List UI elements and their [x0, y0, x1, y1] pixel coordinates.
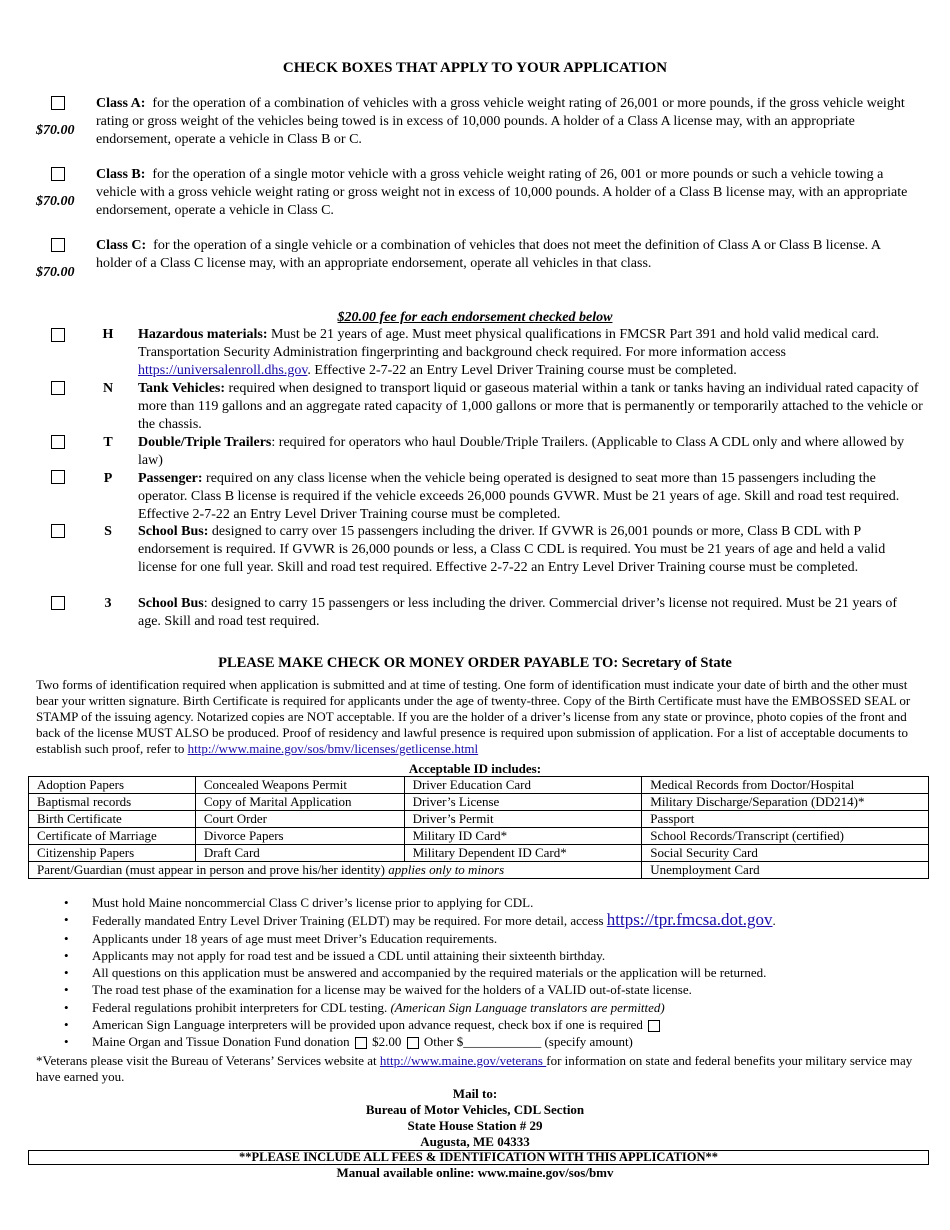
table-cell: Concealed Weapons Permit [195, 777, 404, 794]
endorsement-t-description [138, 434, 923, 470]
bullet-icon: • [64, 982, 69, 998]
veterans-text: *Veterans please visit the Bureau of Veterans’ Services website at [36, 1053, 380, 1068]
endorsement-h-text-end: . Effective 2-7-22 an Entry Level Driver Training course must be completed. [307, 363, 737, 378]
acceptable-id-heading: Acceptable ID includes: [408, 761, 542, 776]
class-c-description [96, 237, 918, 273]
endorsement-p-description [138, 470, 923, 524]
endorsement-n-checkbox[interactable] [51, 381, 65, 395]
list-item-text: Federally mandated Entry Level Driver Training (ELDT) may be required. For more detail, access [92, 913, 607, 929]
bullet-icon: • [64, 999, 69, 1015]
table-cell: Military Dependent ID Card* [404, 845, 642, 862]
table-cell: School Records/Transcript (certified) [642, 828, 929, 845]
mail-address-line-1: Bureau of Motor Vehicles, CDL Section [365, 1102, 585, 1117]
class-a-fee: $70.00 [36, 123, 75, 138]
endorsement-h-checkbox[interactable] [51, 328, 65, 342]
id-requirements-paragraph [36, 677, 924, 757]
class-b-fee: $70.00 [36, 194, 75, 209]
list-item [36, 894, 924, 911]
donation-other-label: Other $____________ (specify amount) [420, 1034, 633, 1050]
endorsement-h-code: H [102, 327, 114, 342]
fmcsa-link[interactable]: https://tpr.fmcsa.dot.gov [606, 910, 773, 930]
veterans-link[interactable]: http://www.maine.gov/veterans [379, 1053, 547, 1068]
table-cell: Military Discharge/Separation (DD214)* [642, 794, 929, 811]
endorsement-n-label: Tank Vehicles: [138, 381, 226, 396]
list-item-text: Maine Organ and Tissue Donation Fund donation [92, 1034, 353, 1050]
endorsement-t-label: Double/Triple Trailers [138, 435, 272, 450]
bullet-icon: • [64, 930, 69, 946]
requirements-list [36, 894, 924, 1051]
table-cell: Driver Education Card [404, 777, 642, 794]
list-item [36, 911, 924, 929]
class-b-checkbox[interactable] [51, 167, 65, 181]
list-item-text: Must hold Maine noncommercial Class C driver’s license prior to applying for CDL. [92, 895, 534, 910]
table-cell: Social Security Card [642, 845, 929, 862]
endorsement-t-code: T [103, 435, 113, 450]
table-cell-parent-guardian [29, 862, 642, 879]
list-item [36, 964, 924, 981]
bullet-icon: • [64, 895, 69, 910]
table-cell: Driver’s License [404, 794, 642, 811]
bullet-icon: • [64, 912, 69, 928]
list-item [36, 999, 924, 1016]
endorsement-p-code: P [103, 471, 113, 486]
table-cell: Driver’s Permit [404, 811, 642, 828]
donation-other-checkbox[interactable] [407, 1037, 419, 1049]
class-c-checkbox[interactable] [51, 238, 65, 252]
interpreter-checkbox[interactable] [648, 1020, 660, 1032]
donation-amount-label: $2.00 [368, 1034, 405, 1050]
list-item [36, 930, 924, 947]
bullet-icon: • [64, 1017, 69, 1033]
table-cell: Draft Card [195, 845, 404, 862]
class-a-checkbox[interactable] [51, 96, 65, 110]
endorsement-h-description [138, 326, 923, 380]
table-row [29, 845, 929, 862]
parent-guardian-text: Parent/Guardian (must appear in person and prove his/her identity) [37, 862, 389, 877]
table-row [29, 828, 929, 845]
endorsement-p-checkbox[interactable] [51, 470, 65, 484]
list-item-text: American Sign Language interpreters will be provided upon advance request, check box if one is required [92, 1017, 647, 1033]
endorsement-3-checkbox[interactable] [51, 596, 65, 610]
endorsement-t-checkbox[interactable] [51, 435, 65, 449]
endorsement-h-label: Hazardous materials: [138, 327, 268, 342]
bullet-icon: • [64, 947, 69, 963]
list-item-note: (American Sign Language translators are permitted) [390, 999, 665, 1015]
list-item [36, 1033, 924, 1050]
table-cell: Adoption Papers [29, 777, 196, 794]
table-cell: Military ID Card* [404, 828, 642, 845]
class-c-text: for the operation of a single vehicle or a combination of vehicles that does not meet the definition of Class A or Class B license. A holder of a Class C license may, with an appropriate endorsement, operate all vehicles in that class. [96, 238, 881, 271]
endorsement-n-text: required when designed to transport liquid or gaseous material within a tank or tanks having an individual rated capacity of more than 119 gallons and an aggregate rated capacity of 1,000 gallons or more that is permanently or temporarily attached to the vehicle or the chassis. [138, 381, 923, 432]
table-row [29, 811, 929, 828]
endorsement-s-label: School Bus: [138, 524, 209, 539]
list-item-text: All questions on this application must be answered and accompanied by the required materials or the application will be returned. [92, 965, 767, 981]
class-a-text: for the operation of a combination of vehicles with a gross vehicle weight rating of 26,001 or more pounds, if the gross vehicle weight rating or gross weight of the vehicles being towed is in excess of 10,000 pounds. A holder of a Class A license may, with an appropriate endorsement, operate a vehicle in Class B or C. [96, 96, 905, 147]
table-cell: Court Order [195, 811, 404, 828]
table-cell: Baptismal records [29, 794, 196, 811]
donation-2-checkbox[interactable] [355, 1037, 367, 1049]
list-item [36, 947, 924, 964]
endorsement-3-description [138, 595, 923, 631]
acceptable-id-table [28, 776, 929, 879]
table-row [29, 794, 929, 811]
page-title: CHECK BOXES THAT APPLY TO YOUR APPLICATION [282, 60, 668, 76]
veterans-text-end: for information on state and federal benefits your military service may have earned you. [36, 1053, 913, 1084]
class-c-label: Class C: [96, 238, 147, 253]
list-item [36, 1016, 924, 1033]
mail-address-line-2: State House Station # 29 [407, 1118, 543, 1133]
id-requirements-text: Two forms of identification required when application is submitted and at time of testing. One form of identification must indicate your date of birth and the other must bear your written signature. Birth Certificate is required for applicants under the age of twenty-three. Copy of the Birth Certificate must have the EMBOSSED SEAL or STAMP of the issuing agency. Notarized copies are NOT acceptable. If you are the holder of a driver’s license from any state or province, photo copies of the front and back of the license MUST ALSO be produced. Proof of residency and lawful presence is required upon submission of application. For a list of acceptable documents to establish such proof, refer to [36, 677, 911, 756]
table-cell: Copy of Marital Application [195, 794, 404, 811]
bullet-icon: • [64, 965, 69, 981]
table-cell: Unemployment Card [642, 862, 929, 879]
list-item-text: The road test phase of the examination for a license may be waived for the holders of a VALID out-of-state license. [92, 982, 692, 998]
table-row [29, 862, 929, 879]
table-cell: Citizenship Papers [29, 845, 196, 862]
endorsement-p-text: required on any class license when the vehicle being operated is designed to seat more than 15 passengers including the operator. Class B license is required if the vehicle exceeds 26,000 pounds GVWR. Must be 21 years of age. Skill and road test required. Effective 2-7-22 an Entry Level Driver Training course must be completed. [138, 471, 900, 522]
class-b-text: for the operation of a single motor vehicle with a gross vehicle weight rating of 26, 001 or more pounds or such a vehicle towing a vehicle with a gross vehicle weight rating or gross weight not in excess of 10,000 pounds. A holder of a Class B license may, with an appropriate endorsement, operate a vehicle in Class C. [96, 167, 908, 218]
endorsement-n-code: N [102, 381, 114, 396]
bullet-icon: • [64, 1034, 69, 1050]
endorsement-3-text: : designed to carry 15 passengers or less including the driver. Commercial driver’s license not required. Must be 21 years of age. Skill and road test required. [138, 596, 898, 629]
endorsement-t-text: : required for operators who haul Double/Triple Trailers. (Applicable to Class A CDL only and where allowed by law) [138, 435, 905, 468]
payable-heading: PLEASE MAKE CHECK OR MONEY ORDER PAYABLE TO: Secretary of State [218, 655, 732, 671]
class-b-description [96, 166, 918, 220]
endorsement-s-checkbox[interactable] [51, 524, 65, 538]
endorsement-s-code: S [104, 524, 112, 539]
class-b-label: Class B: [96, 167, 146, 182]
getlicense-link[interactable]: http://www.maine.gov/sos/bmv/licenses/getlicense.html [187, 741, 479, 756]
universal-enroll-link[interactable]: https://universalenroll.dhs.gov [138, 363, 308, 378]
manual-online-note: Manual available online: www.maine.gov/sos/bmv [336, 1165, 614, 1180]
endorsement-h-text: Must be 21 years of age. Must meet physical qualifications in FMCSR Part 391 and hold valid medical card. Transportation Security Administration fingerprinting and background check required. For more information access [138, 327, 880, 360]
parent-guardian-note: applies only to minors [388, 862, 505, 877]
list-item [36, 981, 924, 998]
endorsement-p-label: Passenger: [138, 471, 203, 486]
table-row [29, 777, 929, 794]
list-item-text: Federal regulations prohibit interpreters for CDL testing. [92, 999, 391, 1015]
endorsement-3-code: 3 [104, 596, 112, 611]
class-c-fee: $70.00 [36, 265, 75, 280]
table-cell: Medical Records from Doctor/Hospital [642, 777, 929, 794]
endorsement-s-text: designed to carry over 15 passengers including the driver. If GVWR is 26,001 pounds or more, Class B CDL with P endorsement is required. If GVWR is 26,000 pounds or less, a Class C CDL is required. You must be 21 years of age and held a valid license for one full year. Skill and road test required. Effective 2-7-22 an Entry Level Driver Training course must be completed. [138, 524, 886, 575]
class-a-description [96, 95, 918, 149]
include-fees-notice: **PLEASE INCLUDE ALL FEES & IDENTIFICATION WITH THIS APPLICATION** [28, 1150, 929, 1165]
endorsement-s-description [138, 523, 923, 577]
table-cell: Birth Certificate [29, 811, 196, 828]
list-item-text: . [772, 913, 776, 929]
class-a-label: Class A: [96, 96, 146, 111]
table-cell: Divorce Papers [195, 828, 404, 845]
endorsement-3-label: School Bus [138, 596, 204, 611]
table-cell: Certificate of Marriage [29, 828, 196, 845]
table-cell: Passport [642, 811, 929, 828]
endorsement-n-description [138, 380, 923, 434]
mail-address-line-3: Augusta, ME 04333 [420, 1134, 530, 1149]
mail-to-label: Mail to: [452, 1086, 498, 1101]
veterans-note [36, 1053, 924, 1085]
list-item-text: Applicants under 18 years of age must meet Driver’s Education requirements. [92, 930, 498, 946]
list-item-text: Applicants may not apply for road test and be issued a CDL until attaining their sixteenth birthday. [92, 947, 606, 963]
endorsement-heading: $20.00 fee for each endorsement checked below [337, 310, 613, 325]
